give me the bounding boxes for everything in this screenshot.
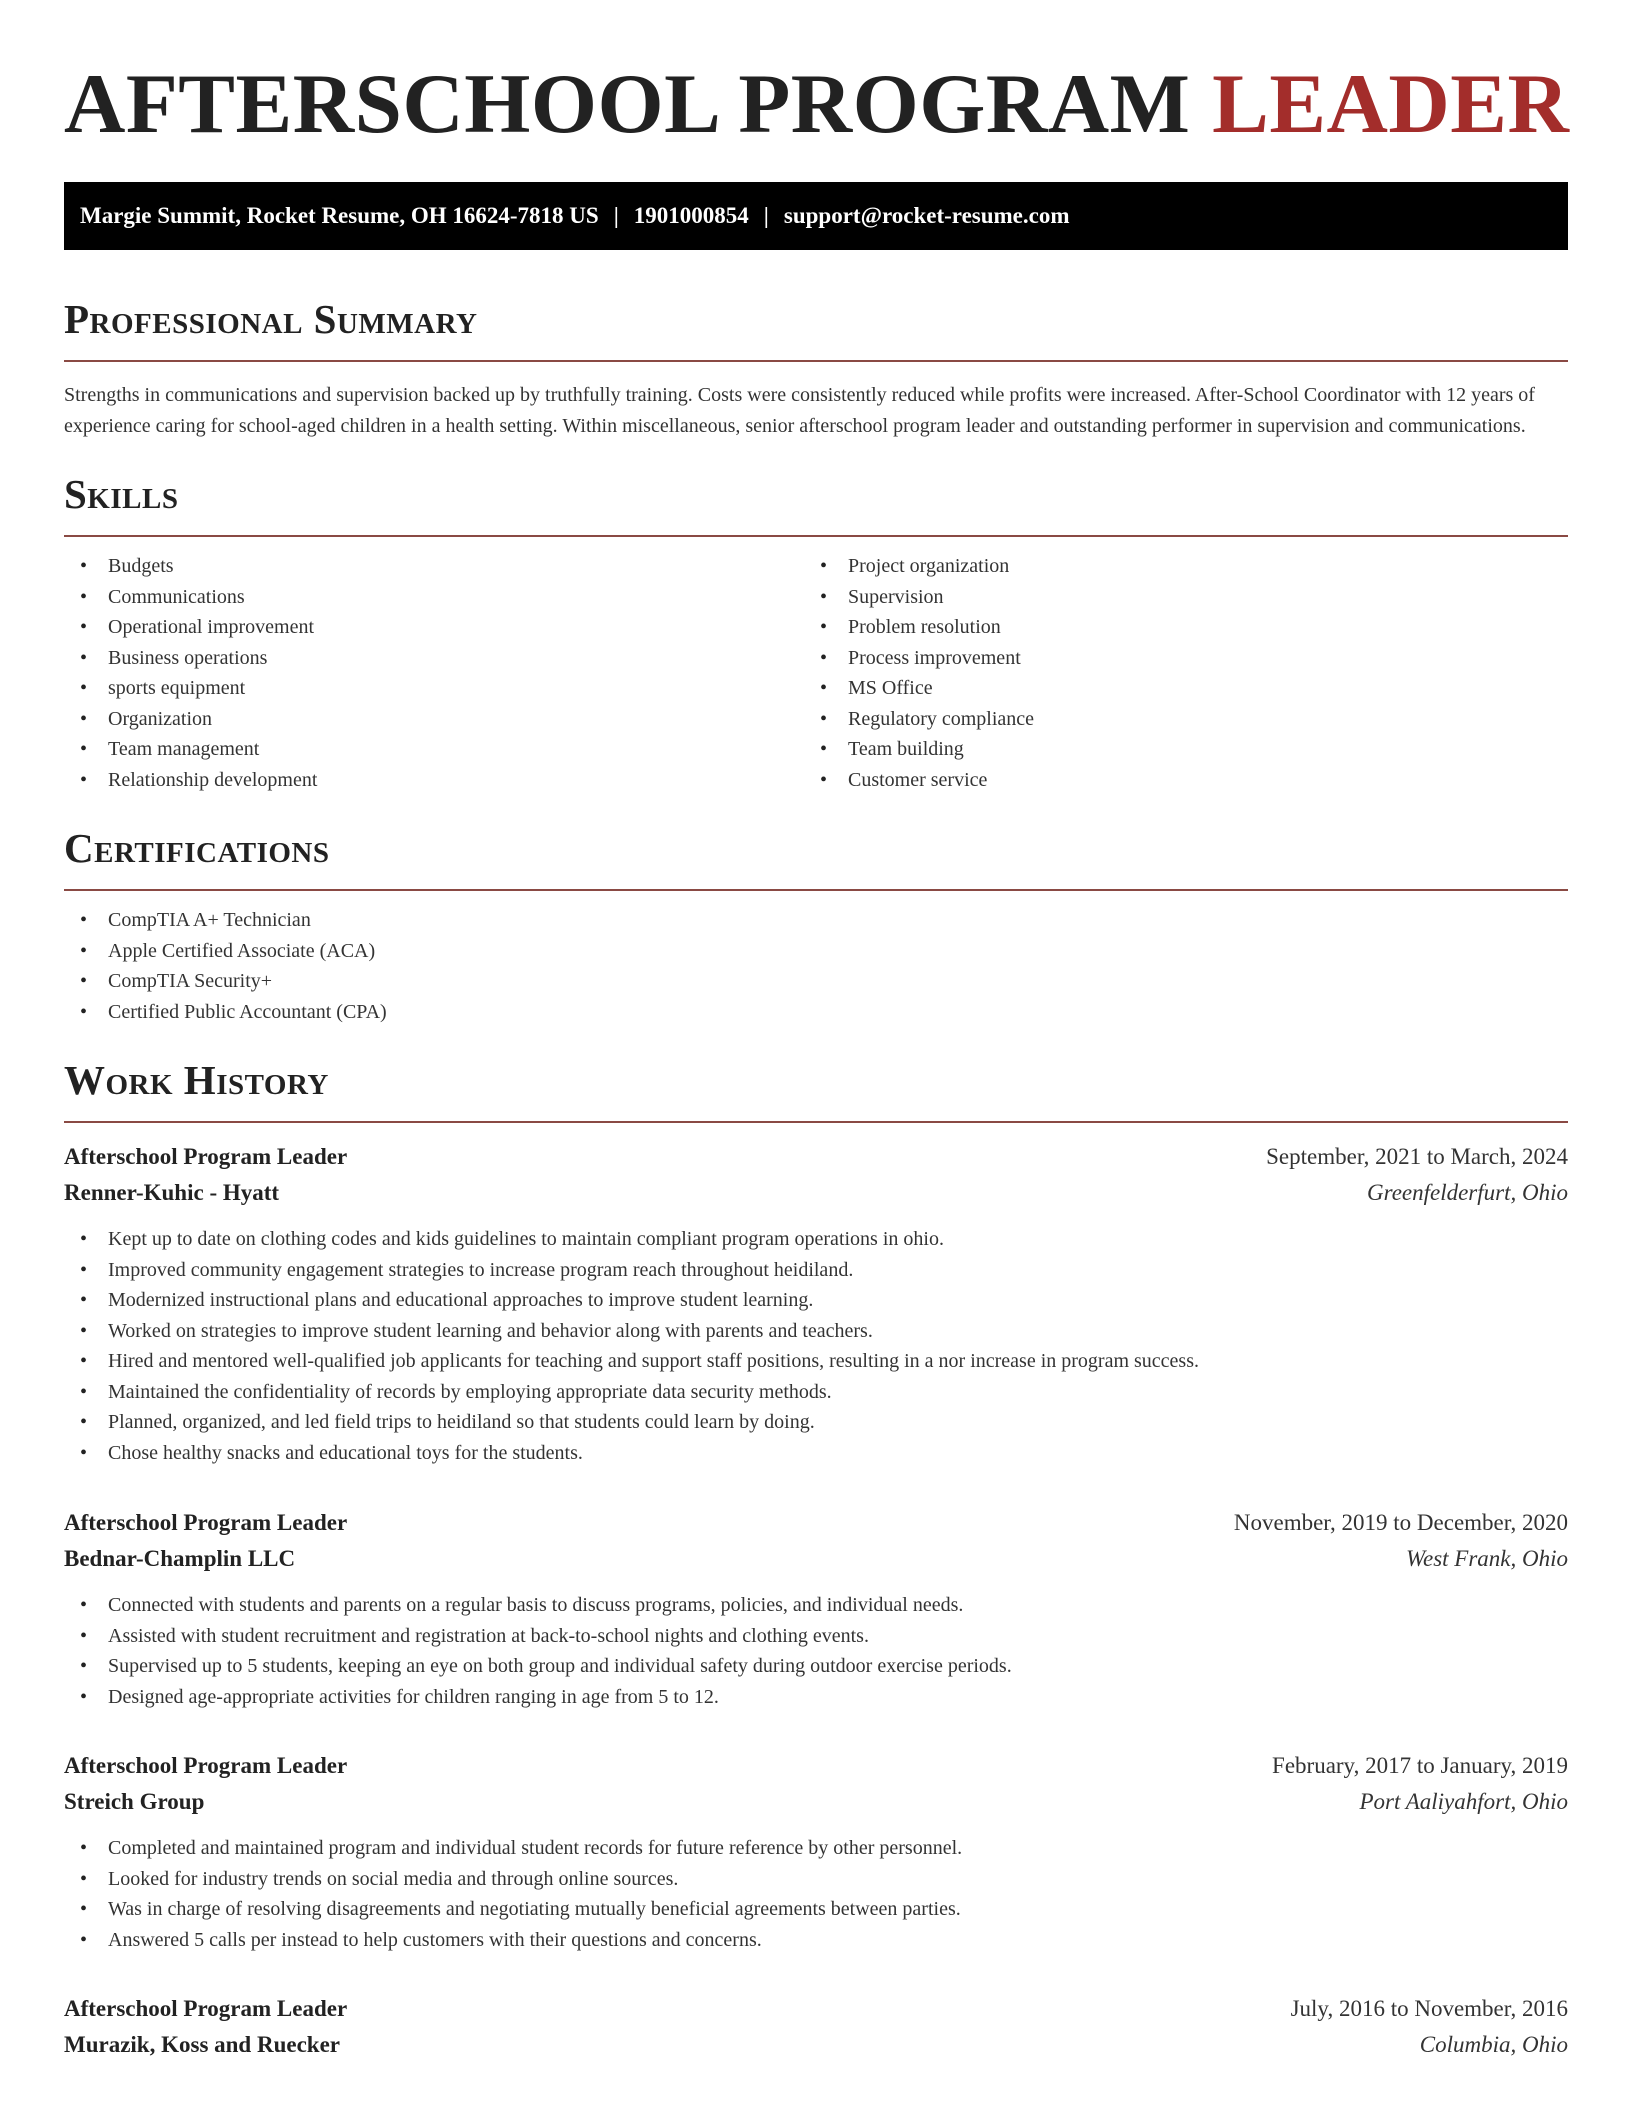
title-main: AFTERSCHOOL PROGRAM: [64, 57, 1191, 151]
certification-item: • Apple Certified Associate (ACA): [64, 936, 1568, 967]
job-duty: • Modernized instructional plans and educational approaches to improve student learning.: [64, 1285, 1568, 1316]
section-divider: [64, 889, 1568, 891]
section-divider: [64, 360, 1568, 362]
contact-phone[interactable]: 1901000854: [633, 203, 749, 228]
skill-item: • Organization: [64, 704, 804, 735]
job-subheader: [64, 1784, 1568, 1820]
job-title: Afterschool Program Leader: [64, 1996, 348, 2021]
job-company: Murazik, Koss and Ruecker: [64, 2032, 340, 2057]
job-subheader: [64, 2027, 1568, 2063]
job-header: [64, 1991, 1568, 2027]
job-duty: • Chose healthy snacks and educational toys for the students.: [64, 1438, 1568, 1469]
skill-item: • Regulatory compliance: [804, 704, 1544, 735]
skills-heading: Skills: [64, 471, 179, 517]
job-duties-list: [64, 1590, 1568, 1712]
job-dates: July, 2016 to November, 2016: [1290, 1996, 1568, 2021]
skill-item: • Supervision: [804, 582, 1544, 613]
skill-item: • Team management: [64, 734, 804, 765]
contact-bar: [64, 182, 1568, 250]
title-accent: LEADER: [1212, 57, 1570, 151]
job-title: Afterschool Program Leader: [64, 1144, 348, 1169]
contact-address: Margie Summit, Rocket Resume, OH 16624-7818 US: [80, 203, 599, 228]
job-entry: [64, 1991, 1568, 2063]
summary-text: Strengths in communications and supervision backed up by truthfully training. Costs were consistently reduced while profits were increased. After-School Coordinator with 12 years of experience caring for school-aged children in a health setting. Within miscellaneous, senior afterschool program leader and outstanding performer in supervision and communications.: [64, 384, 1535, 437]
job-title: Afterschool Program Leader: [64, 1510, 348, 1535]
job-location: Port Aaliyahfort, Ohio: [1359, 1789, 1568, 1814]
job-duty: • Planned, organized, and led field trips to heidiland so that students could learn by doing.: [64, 1407, 1568, 1438]
resume-title: [64, 0, 1568, 150]
skill-item: • Project organization: [804, 551, 1544, 582]
job-duty: • Improved community engagement strategies to increase program reach throughout heidiland.: [64, 1255, 1568, 1286]
skills-section: [64, 469, 1568, 795]
job-duty: • Looked for industry trends on social media and through online sources.: [64, 1864, 1568, 1895]
skill-item: • Relationship development: [64, 765, 804, 796]
certification-item: • Certified Public Accountant (CPA): [64, 997, 1568, 1028]
certifications-list: [64, 905, 1568, 1027]
certifications-section: [64, 823, 1568, 1027]
skill-item: • Team building: [804, 734, 1544, 765]
job-location: Columbia, Ohio: [1419, 2032, 1568, 2057]
summary-heading: Professional Summary: [64, 296, 478, 342]
job-header: [64, 1139, 1568, 1175]
job-duty: • Connected with students and parents on a regular basis to discuss programs, policies, and individual needs.: [64, 1590, 1568, 1621]
work-history-section: [64, 1055, 1568, 2063]
job-company: Renner-Kuhic - Hyatt: [64, 1180, 280, 1205]
job-title: Afterschool Program Leader: [64, 1753, 348, 1778]
skill-item: • Communications: [64, 582, 804, 613]
skill-item: • sports equipment: [64, 673, 804, 704]
job-duty: • Kept up to date on clothing codes and kids guidelines to maintain compliant program operations in ohio.: [64, 1224, 1568, 1255]
job-location: Greenfelderfurt, Ohio: [1366, 1180, 1568, 1205]
job-duty: • Was in charge of resolving disagreements and negotiating mutually beneficial agreements between parties.: [64, 1894, 1568, 1925]
job-duty: • Supervised up to 5 students, keeping an eye on both group and individual safety during outdoor exercise periods.: [64, 1651, 1568, 1682]
job-duty: • Worked on strategies to improve student learning and behavior along with parents and teachers.: [64, 1316, 1568, 1347]
job-location: West Frank, Ohio: [1405, 1546, 1568, 1571]
certification-item: • CompTIA A+ Technician: [64, 905, 1568, 936]
section-divider: [64, 535, 1568, 537]
job-duty: • Assisted with student recruitment and registration at back-to-school nights and clothing events.: [64, 1621, 1568, 1652]
skills-grid: [64, 551, 1568, 795]
work-history-heading: Work History: [64, 1057, 329, 1103]
job-subheader: [64, 1175, 1568, 1211]
skill-item: • Operational improvement: [64, 612, 804, 643]
job-entry: [64, 1748, 1568, 1955]
summary-section: [64, 294, 1568, 442]
job-duties-list: [64, 1224, 1568, 1468]
skill-item: • Problem resolution: [804, 612, 1544, 643]
skill-item: • Process improvement: [804, 643, 1544, 674]
job-header: [64, 1748, 1568, 1784]
job-entry: [64, 1505, 1568, 1712]
certifications-heading: Certifications: [64, 825, 330, 871]
job-company: Bednar-Champlin LLC: [64, 1546, 296, 1571]
job-dates: February, 2017 to January, 2019: [1272, 1753, 1568, 1778]
job-duty: • Hired and mentored well-qualified job applicants for teaching and support staff positions, resulting in a nor increase in program success.: [64, 1346, 1568, 1377]
job-duty: • Completed and maintained program and individual student records for future reference by other personnel.: [64, 1833, 1568, 1864]
skill-item: • Business operations: [64, 643, 804, 674]
job-duty: • Designed age-appropriate activities for children ranging in age from 5 to 12.: [64, 1682, 1568, 1713]
job-dates: September, 2021 to March, 2024: [1266, 1144, 1568, 1169]
skill-item: • Customer service: [804, 765, 1544, 796]
job-header: [64, 1505, 1568, 1541]
section-divider: [64, 1121, 1568, 1123]
job-entry: [64, 1139, 1568, 1468]
skill-item: • MS Office: [804, 673, 1544, 704]
certification-item: • CompTIA Security+: [64, 966, 1568, 997]
job-duty: • Maintained the confidentiality of records by employing appropriate data security methods.: [64, 1377, 1568, 1408]
job-duty: • Answered 5 calls per instead to help customers with their questions and concerns.: [64, 1925, 1568, 1956]
skills-list-right: [804, 551, 1544, 795]
contact-separator: |: [613, 203, 619, 228]
job-dates: November, 2019 to December, 2020: [1233, 1510, 1568, 1535]
job-company: Streich Group: [64, 1789, 205, 1814]
contact-email[interactable]: support@rocket-resume.com: [783, 203, 1070, 228]
job-subheader: [64, 1541, 1568, 1577]
job-duties-list: [64, 1833, 1568, 1955]
contact-separator: |: [763, 203, 769, 228]
skill-item: • Budgets: [64, 551, 804, 582]
skills-list-left: [64, 551, 804, 795]
